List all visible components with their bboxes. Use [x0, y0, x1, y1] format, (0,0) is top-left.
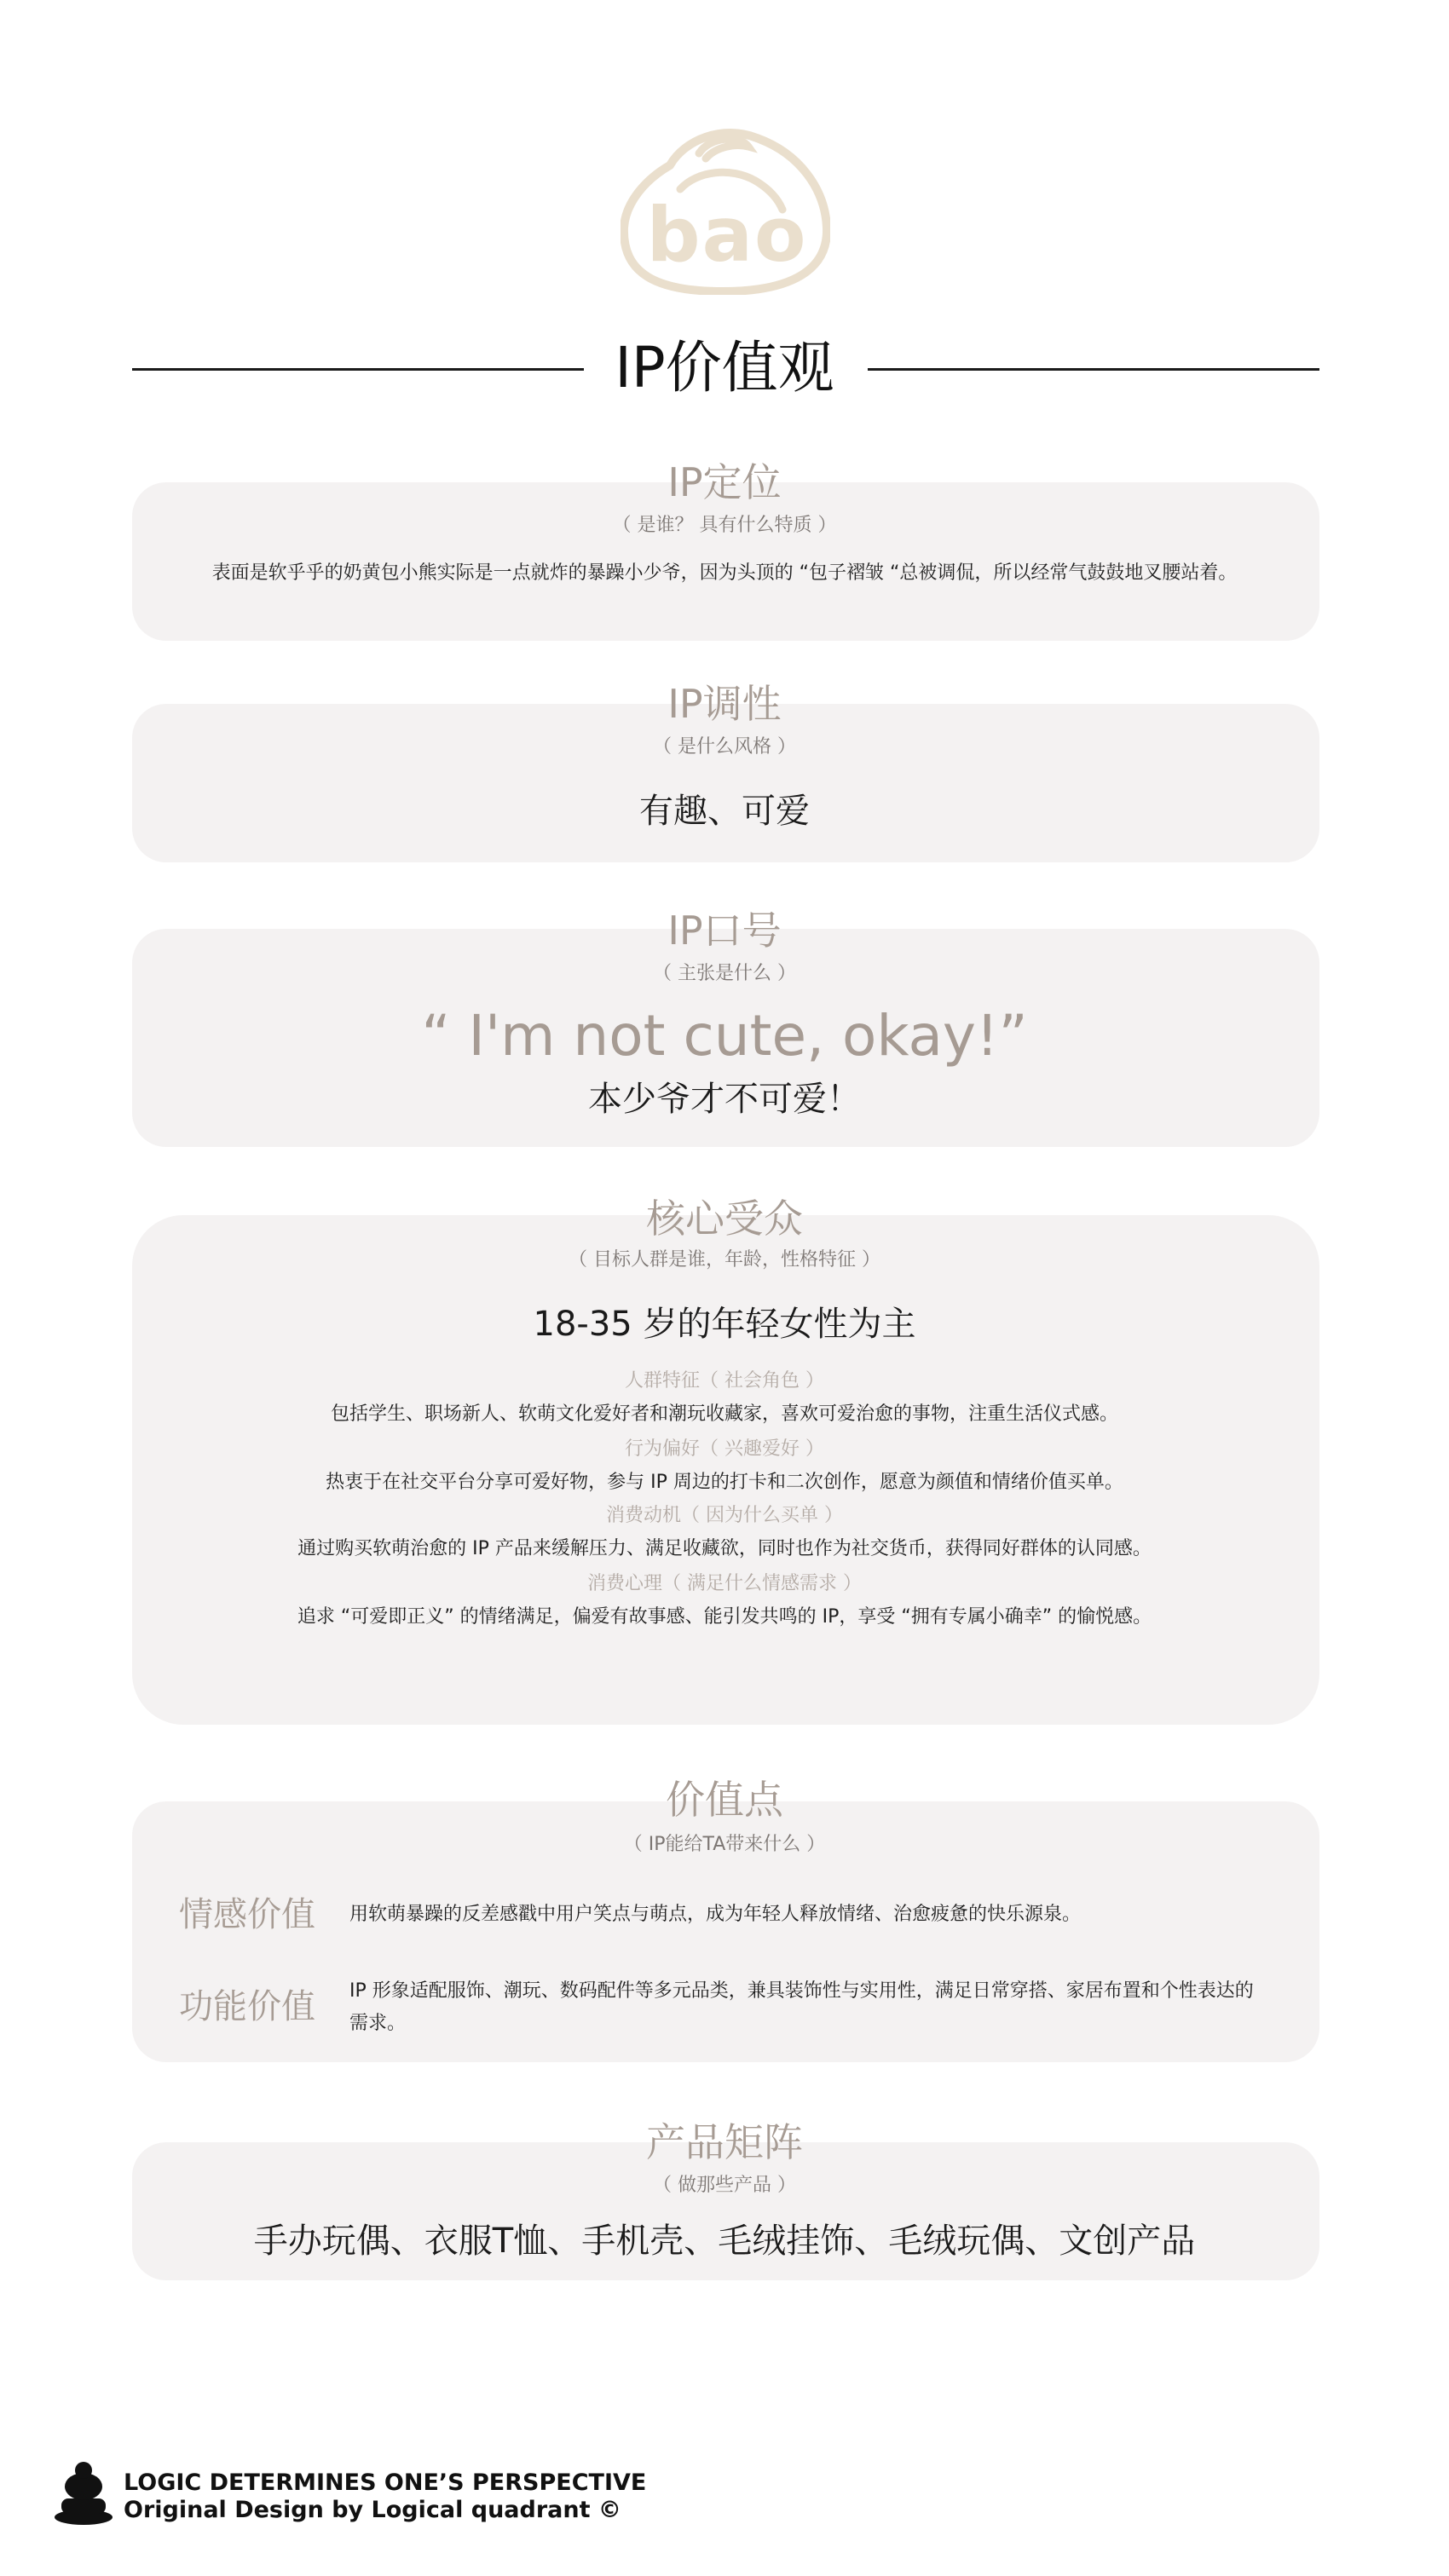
products-title: 产品矩阵 [646, 2119, 803, 2165]
audience-title: 核心受众 [646, 1196, 803, 1242]
emotional-value-label: 情感价值 [179, 1895, 315, 1934]
products-subtitle: （ 做那些产品 ） [653, 2175, 796, 2196]
page-title: IP价值观 [615, 335, 834, 401]
value-title: 价值点 [666, 1777, 783, 1823]
functional-value-text: IP 形象适配服饰、潮玩、数码配件等多元品类，兼具装饰性与实用性，满足日常穿搭、家居布置和个性表达的需求。 [349, 1980, 1254, 2034]
tone-subtitle: （ 是什么风格 ） [653, 736, 796, 758]
audience-item-label: 消费心理（ 满足什么情感需求 ） [587, 1573, 862, 1594]
footer-logo-icon [53, 2461, 114, 2526]
audience-item-text: 通过购买软萌治愈的 IP 产品来缓解压力、满足收藏欲，同时也作为社交货币，获得同好群体的认同感。 [297, 1538, 1152, 1559]
positioning-title: IP定位 [667, 459, 782, 505]
title-rule-right [868, 368, 1319, 371]
audience-headline: 18-35 岁的年轻女性为主 [533, 1305, 916, 1344]
footer-tagline: LOGIC DETERMINES ONE’S PERSPECTIVE [124, 2469, 647, 2496]
tone-title: IP调性 [667, 681, 782, 727]
audience-item-text: 追求 “可爱即正义” 的情绪满足，偏爱有故事感、能引发共鸣的 IP，享受 “拥有专属小确幸” 的愉悦感。 [297, 1606, 1152, 1628]
audience-item-label: 人群特征（ 社会角色 ） [625, 1370, 824, 1392]
logo-text: bao [646, 191, 808, 279]
positioning-subtitle: （ 是谁？ 具有什么特质 ） [612, 515, 837, 536]
audience-item-label: 行为偏好（ 兴趣爱好 ） [625, 1438, 824, 1460]
products-text: 手办玩偶、衣服T恤、手机壳、毛绒挂饰、毛绒玩偶、文创产品 [253, 2222, 1196, 2261]
slogan-chinese: 本少爷才不可爱！ [588, 1080, 861, 1119]
audience-subtitle: （ 目标人群是谁，年龄，性格特征 ） [569, 1249, 880, 1271]
bao-logo [621, 121, 830, 295]
slogan-subtitle: （ 主张是什么 ） [653, 963, 796, 984]
audience-item-text: 热衷于在社交平台分享可爱好物，参与 IP 周边的打卡和二次创作，愿意为颜值和情绪价值买单。 [326, 1472, 1123, 1493]
emotional-value-text: 用软萌暴躁的反差感戳中用户笑点与萌点，成为年轻人释放情绪、治愈疲惫的快乐源泉。 [349, 1904, 1082, 1925]
positioning-text: 表面是软乎乎的奶黄包小熊实际是一点就炸的暴躁小少爷，因为头顶的 “包子褶皱 “总被调侃，所以经常气鼓鼓地叉腰站着。 [211, 562, 1238, 584]
title-rule-left [132, 368, 584, 371]
tone-text: 有趣、可爱 [639, 792, 810, 831]
slogan-title: IP口号 [667, 908, 782, 954]
slogan-english: “ I'm not cute, okay!” [421, 1003, 1028, 1069]
audience-item-text: 包括学生、职场新人、软萌文化爱好者和潮玩收藏家，喜欢可爱治愈的事物，注重生活仪式感。 [330, 1403, 1118, 1425]
audience-item-label: 消费动机（ 因为什么买单 ） [606, 1505, 843, 1526]
value-subtitle: （ IP能给TA带来什么 ） [623, 1834, 826, 1855]
footer-credit: Original Design by Logical quadrant © [124, 2497, 621, 2523]
functional-value-label: 功能价值 [179, 1987, 315, 2026]
